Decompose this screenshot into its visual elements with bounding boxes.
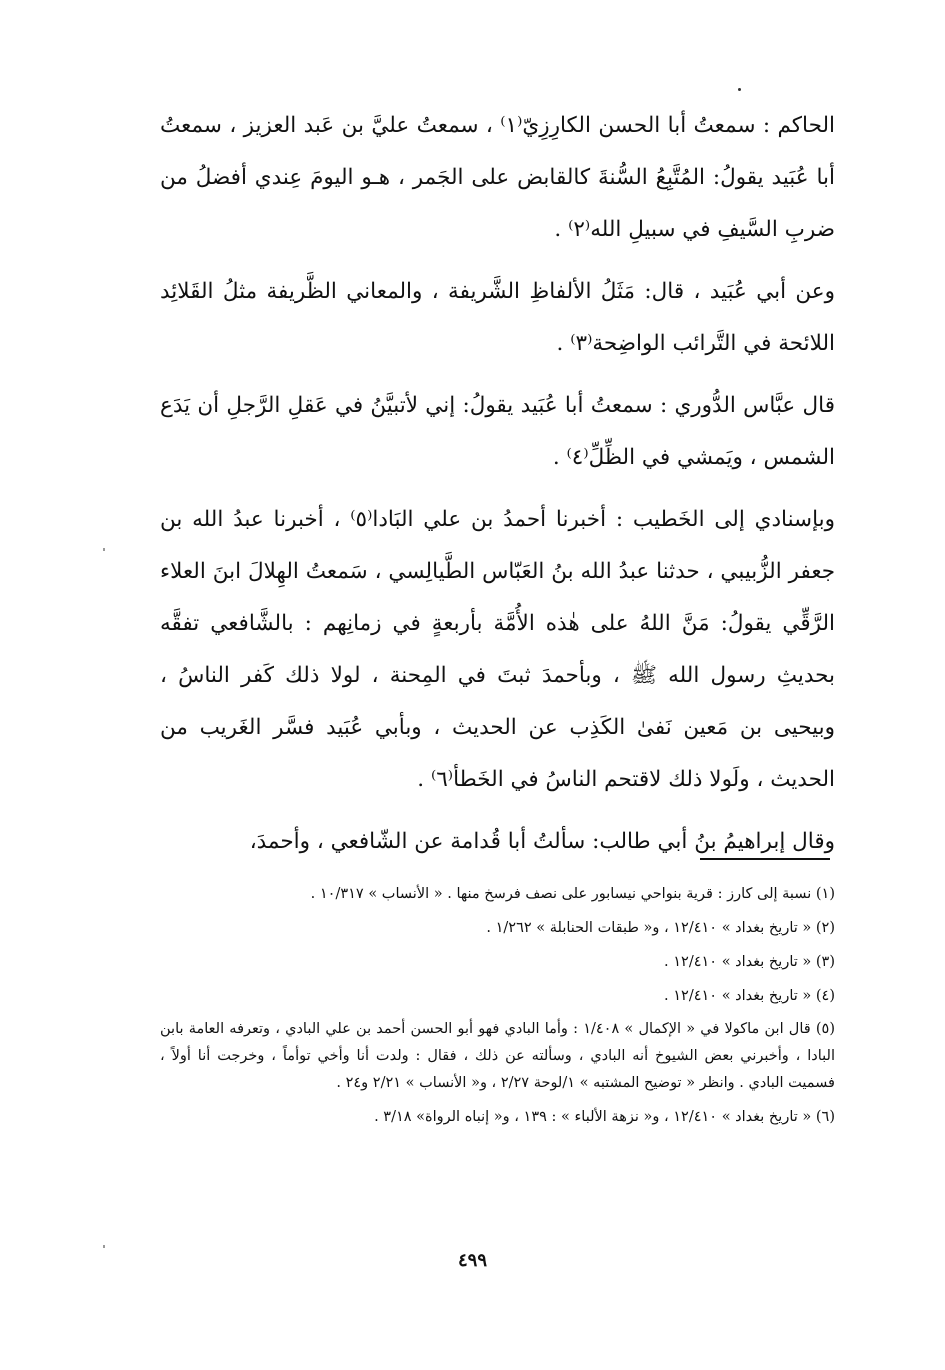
paragraph-5: وقال إبراهيمُ بنُ أبي طالب: سألتُ أبا قُدامة عن الشّافعي ، وأحمدَ، [249,829,835,854]
paragraph-3: قال عبَّاس الدُّوري : سمعتُ أبا عُبَيد يقولُ: إني لأتبيَّنُ في عَقلِ الرَّجلِ أن يَدَع الشمس ، ويَمشي في الظِّلِّ⁽٤⁾ . [160,393,835,470]
footnotes [160,880,835,1131]
footnote-1: (١) نسبة إلى كارز : قرية بنواحي نيسابور على نصف فرسخ منها . « الأنساب » ١٠/٣١٧ . [310,886,835,902]
footnote-separator [700,858,830,860]
paragraph-4: وبإسنادي إلى الخَطيب : أخبرنا أحمدُ بن علي البَادا⁽٥⁾ ، أخبرنا عبدُ الله بن جعفر الزُّبيبي ، حدثنا عبدُ الله بنُ العَبّاس الطَّيالِسي ، سَمعتُ الهِلالَ ابنَ العلاء الرَّقِّي يقولُ: مَنَّ اللهُ على هٰذه الأُمَّة بأربعةٍ في زمانِهم : بالشَّافعي تفقَّه بحديثِ رسول الله ﷺ ، وبأحمدَ ثبتَ في المِحنة ، لولا ذلك كَفر الناسُ ، وبيحيى بن مَعين نَفىٰ الكَذِب عن الحديث ، وبأبي عُبَيد فسَّر الغَريب من الحديث ، ولَولا ذلك لاقتحم الناسُ في الخَطأ⁽٦⁾ . [160,507,835,792]
ink-dot [738,88,741,91]
footnote-5: (٥) قال ابن ماكولا في « الإكمال » ١/٤٠٨ : وأما البادي فهو أبو الحسن أحمد بن علي البادي ، وتعرفه العامة بابن البادا ، وأخبرني بعض الشيوخ أنه البادي ، وسألته عن ذلك ، فقال : ولدت أنا وأخي توأماً ، وخرجت أنا أولاً ، فسميت البادي . وانظر « توضيح المشتبه » ١/لوحة ٢/٢٧ ، و« الأنساب » ٢/٢١ و٢٤ . [160,1021,835,1091]
footnote-2: (٢) « تاريخ بغداد » ١٢/٤١٠ ، و« طبقات الحنابلة » ١/٢٦٢ . [486,920,835,936]
footnote-3: (٣) « تاريخ بغداد » ١٢/٤١٠ . [664,954,835,970]
paragraph-1: الحاكم : سمعتُ أبا الحسن الكارِزِيّ⁽١⁾ ، سمعتُ عليَّ بن عَبد العزيز ، سمعتُ أبا عُبَيد يقولُ: المُتَّبِعُ السُّنةَ كالقابض على الجَمر ، هـو اليومَ عِندي أفضلُ من ضربِ السَّيفِ في سبيلِ الله⁽٢⁾ . [160,113,835,242]
scan-edge-mark [103,548,105,551]
page-number: ٤٩٩ [457,1250,487,1271]
main-text [160,100,835,878]
footnote-4: (٤) « تاريخ بغداد » ١٢/٤١٠ . [664,988,835,1004]
footnote-6: (٦) « تاريخ بغداد » ١٢/٤١٠ ، و« نزهة الألباء » : ١٣٩ ، و« إنباه الرواة» ٣/١٨ . [374,1109,835,1125]
paragraph-2: وعن أبي عُبَيد ، قال: مَثَلُ الألفاظِ الشَّريفة ، والمعاني الظَّريفة مثلُ القَلائِد اللائحة في التَّرائب الواضِحة⁽٣⁾ . [160,279,835,356]
scan-edge-mark [103,1245,105,1248]
